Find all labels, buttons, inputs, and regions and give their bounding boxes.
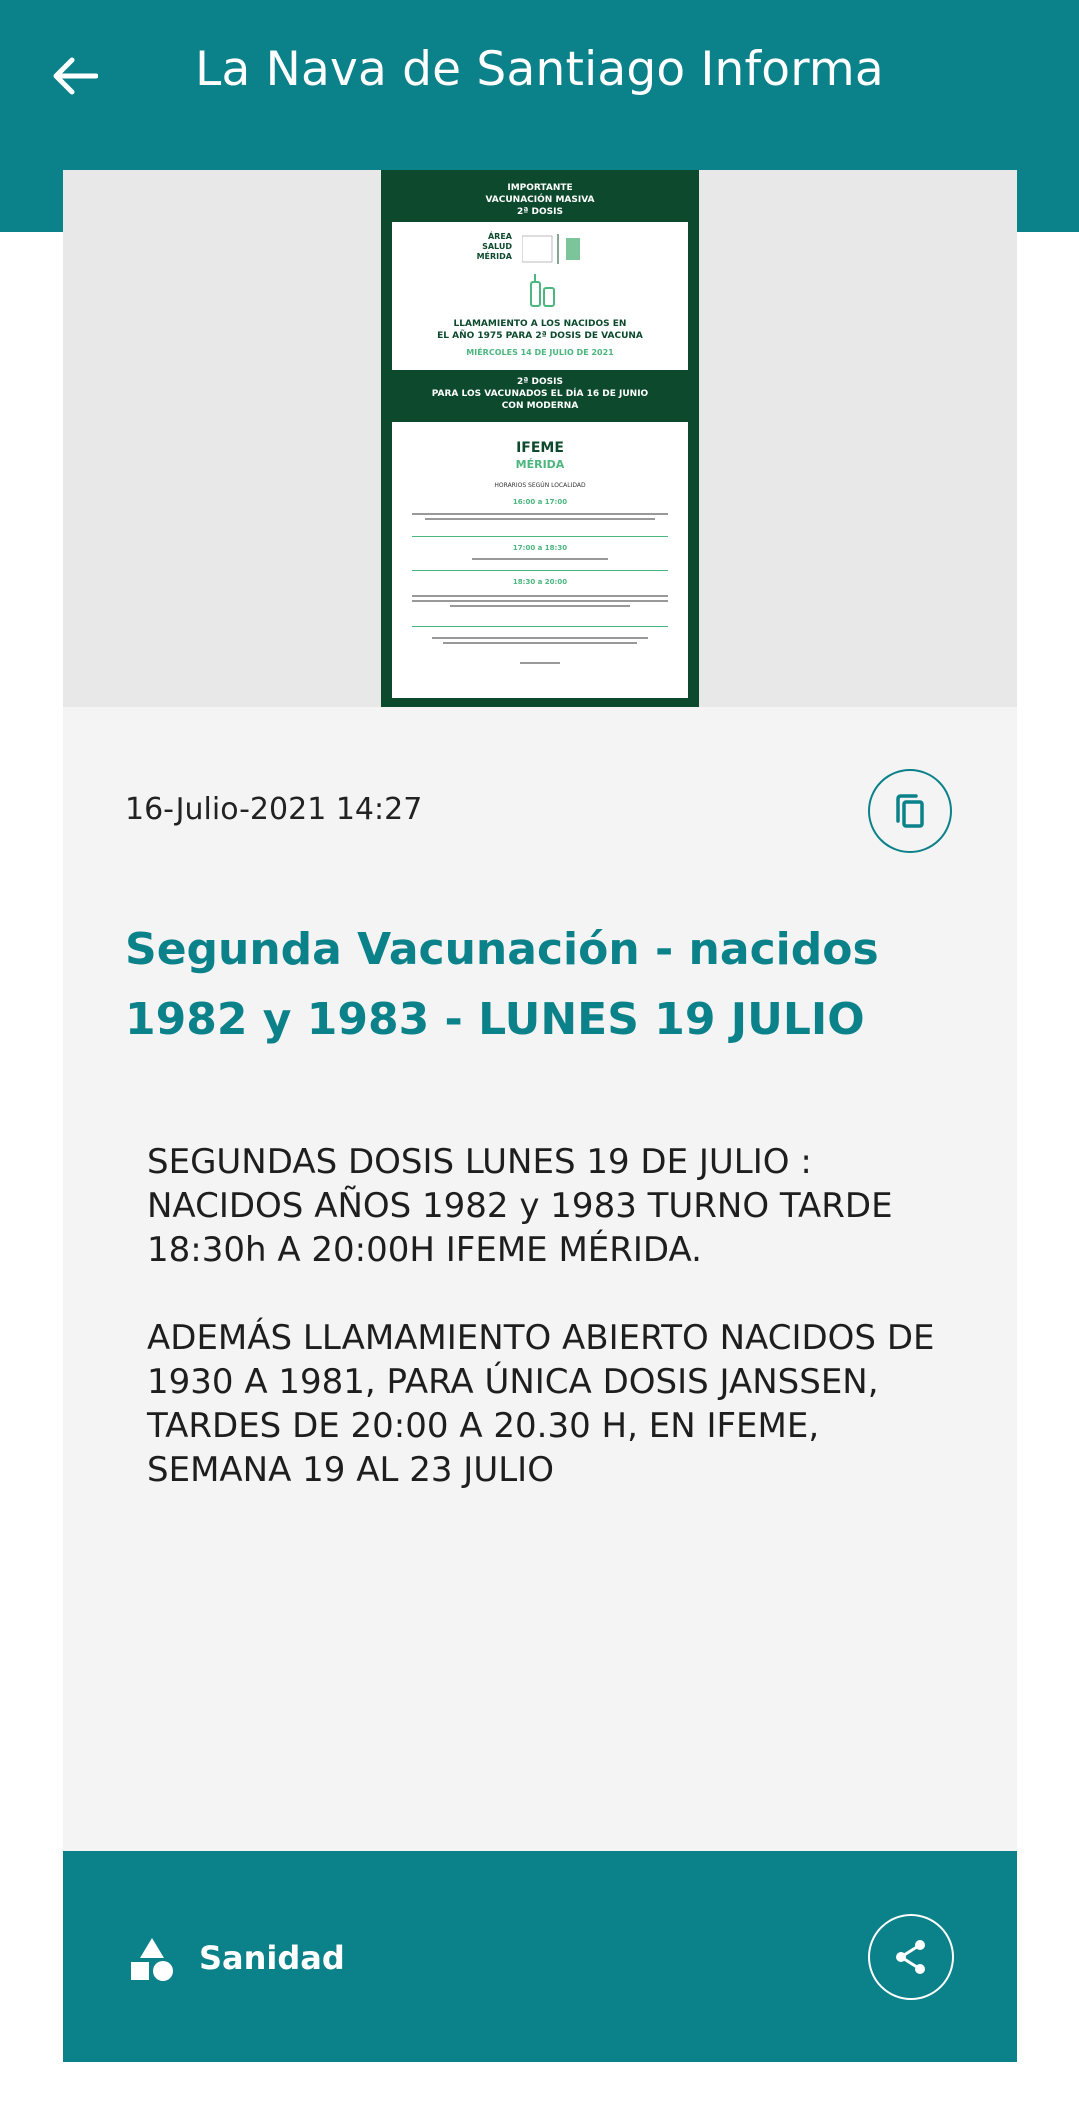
poster-city: MÉRIDA (515, 458, 565, 471)
share-button[interactable] (868, 1914, 954, 2000)
category-label[interactable]: Sanidad (199, 1939, 345, 1977)
poster-mid-band: 2ª DOSIS PARA LOS VACUNADOS EL DÍA 16 DE JUNIO CON MODERNA (431, 377, 649, 411)
poster-divider (412, 626, 668, 627)
post-date: 16-Julio-2021 14:27 (125, 792, 423, 827)
news-image-area[interactable] (63, 170, 1017, 707)
card-footer (63, 1851, 1017, 2062)
poster-note (432, 634, 648, 650)
poster-towns-2 (472, 558, 608, 560)
poster-call: LLAMAMIENTO A LOS NACIDOS EN EL AÑO 1975 PARA 2ª DOSIS DE VACUNA (437, 319, 643, 341)
poster-footer-line (520, 662, 560, 664)
poster-org: ÁREA SALUD MÉRIDA (476, 232, 512, 261)
org-logo-icon (522, 234, 592, 266)
copy-icon (890, 791, 930, 831)
poster-schedule-label: HORARIOS SEGÚN LOCALIDAD (494, 482, 586, 489)
app-title: La Nava de Santiago Informa (195, 42, 884, 97)
post-title: Segunda Vacunación - nacidos 1982 y 1983 - LUNES 19 JULIO (125, 924, 879, 1045)
news-card (63, 170, 1017, 2062)
vaccine-vials-icon (528, 274, 558, 310)
poster-slot-3: 18:30 a 20:00 (512, 578, 568, 586)
copy-button[interactable] (868, 769, 952, 853)
poster-towns-1 (412, 510, 668, 530)
poster-panel-top (392, 222, 688, 370)
poster-divider (412, 536, 668, 537)
poster-slot-1: 16:00 a 17:00 (512, 498, 568, 506)
shapes-icon (129, 1936, 175, 1982)
share-icon (891, 1937, 931, 1977)
vaccination-poster-image (381, 170, 699, 707)
poster-panel-bottom (392, 422, 688, 698)
poster-slot-2: 17:00 a 18:30 (512, 544, 568, 552)
poster-date: MIÉRCOLES 14 DE JULIO DE 2021 (466, 348, 614, 357)
poster-towns-3 (412, 592, 668, 622)
poster-venue: IFEME (516, 440, 564, 456)
poster-top-band: IMPORTANTE VACUNACIÓN MASIVA 2ª DOSIS (485, 183, 595, 217)
post-body: SEGUNDAS DOSIS LUNES 19 DE JULIO : NACIDOS AÑOS 1982 y 1983 TURNO TARDE 18:30h A 20:00H IFEME MÉRIDA. ADEMÁS LLAMAMIENTO ABIERTO NACIDOS DE 1930 A 1981, PARA ÚNICA DOSIS JANSSEN, TARDES DE 20:00 A 20.30 H, EN IFEME, SEMANA 19 AL 23 JULIO (147, 1142, 935, 1490)
poster-divider (412, 570, 668, 571)
